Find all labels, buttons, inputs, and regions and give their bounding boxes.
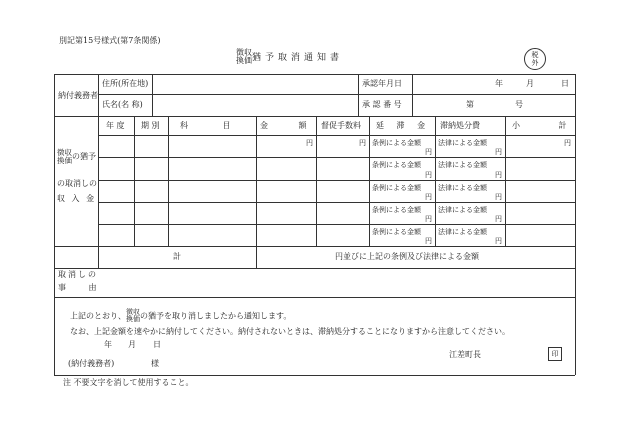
approval-day: 日 (561, 79, 569, 88)
row2-ordinance: 条例による金額 (372, 161, 421, 169)
title-prefix-bottom: 換価 (236, 56, 252, 66)
page-title (236, 49, 343, 66)
notice-date-year: 年 (104, 340, 112, 349)
issuer: 江差町長 (449, 350, 481, 359)
row3-law-unit: 円 (495, 193, 502, 201)
row4-ordinance: 条例による金額 (372, 206, 421, 214)
col-disposition-fee: 滞納処分費 (440, 121, 480, 130)
row4-ordinance-unit: 円 (425, 215, 432, 223)
approval-date-label: 承認年月日 (362, 79, 402, 88)
row2-law-unit: 円 (495, 171, 502, 179)
row1-amount-unit: 円 (306, 139, 313, 147)
row2-law: 法律による金額 (438, 161, 487, 169)
row1-subtotal-unit: 円 (564, 139, 571, 147)
row1-reminder-unit: 円 (359, 139, 366, 147)
col-fiscal-year: 年 度 (106, 121, 125, 130)
reason-label-line1: 取消しの (58, 270, 98, 279)
col-subtotal: 小 計 (512, 121, 585, 130)
col-late-fee: 延 滞 金 (376, 121, 431, 130)
notice-payer: (納付義務者) (68, 359, 115, 368)
row5-law: 法律による金額 (438, 228, 487, 236)
row5-law-unit: 円 (495, 237, 502, 245)
reason-label-line2: 事 由 (58, 283, 107, 292)
row3-ordinance: 条例による金額 (372, 184, 421, 192)
side-label: 徴収 換価の猶予 (57, 148, 96, 165)
payer-label: 納付義務者 (58, 91, 98, 100)
approval-number-suffix: 号 (515, 100, 523, 109)
row2-ordinance-unit: 円 (425, 171, 432, 179)
row5-ordinance: 条例による金額 (372, 228, 421, 236)
col-amount: 金 額 (260, 121, 321, 130)
side-label-line3: 収 入 金 (57, 194, 97, 203)
title-rest: 猶予取消通知書 (252, 52, 344, 63)
total-note: 円並びに上記の条例及び法律による金額 (335, 252, 479, 261)
row1-ordinance: 条例による金額 (372, 139, 421, 147)
col-reminder-fee: 督促手数料 (321, 121, 361, 130)
approval-month: 月 (526, 79, 534, 88)
name-label: 氏名(名 称) (102, 100, 143, 109)
row1-law: 法律による金額 (438, 139, 487, 147)
approval-number-prefix: 第 (466, 100, 474, 109)
form-label: 別記第15号様式(第7条関係) (59, 36, 161, 45)
title-prefix-top: 徴収 (236, 48, 252, 57)
side-label-line2: の取消しの (57, 179, 97, 188)
row5-ordinance-unit: 円 (425, 237, 432, 245)
col-subject: 科 目 (180, 121, 247, 130)
row1-ordinance-unit: 円 (425, 148, 432, 156)
approval-number-label: 承 認 番 号 (362, 100, 402, 109)
row3-law: 法律による金額 (438, 184, 487, 192)
notice-date-month: 月 (128, 340, 136, 349)
col-period: 期 別 (141, 121, 160, 130)
row4-law-unit: 円 (495, 215, 502, 223)
notice-line2: なお、上記金額を速やかに納付してください。納付されないときは、滞納処分することになりますから注意してください。 (70, 327, 510, 336)
notice-line1: 上記のとおり、徴収 換価の猶予を取り消しましたから通知します。 (70, 308, 292, 324)
row4-law: 法律による金額 (438, 206, 487, 214)
footnote: 注 不要文字を消して使用すること。 (63, 378, 194, 387)
address-label: 住所(所在地) (102, 79, 149, 88)
seal-stamp: 印 (548, 347, 562, 361)
row3-ordinance-unit: 円 (425, 193, 432, 201)
total-label: 計 (173, 252, 181, 261)
row1-law-unit: 円 (495, 148, 502, 156)
tax-exempt-stamp: 税 外 (524, 48, 546, 70)
approval-year: 年 (495, 79, 503, 88)
notice-honorific: 様 (151, 359, 159, 368)
notice-date-day: 日 (153, 340, 161, 349)
